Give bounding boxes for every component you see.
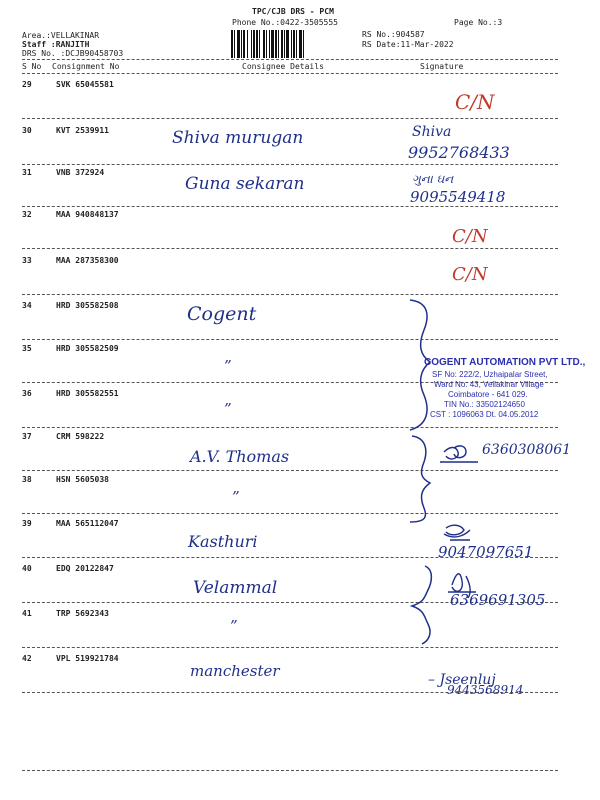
row-serial-number: 31 bbox=[22, 168, 32, 177]
row-consignment-number: VNB 372924 bbox=[56, 168, 105, 177]
row-consignment-number: HRD 305582509 bbox=[56, 344, 119, 353]
page-title: TPC/CJB DRS - PCM bbox=[252, 7, 334, 16]
row-serial-number: 30 bbox=[22, 126, 32, 135]
row-consignment-number: HRD 305582551 bbox=[56, 389, 119, 398]
signature-scribble bbox=[448, 574, 476, 598]
row-serial-number: 42 bbox=[22, 654, 32, 663]
stamp-tin: TIN No.: 33502124650 bbox=[444, 400, 525, 409]
row-consignment-number: CRM 598222 bbox=[56, 432, 105, 441]
rs-date: RS Date:11-Mar-2022 bbox=[362, 40, 454, 49]
phone-handwritten: 6360308061 bbox=[482, 442, 572, 458]
row-consignment-number: VPL 519921784 bbox=[56, 654, 119, 663]
consignee-name: manchester bbox=[190, 662, 280, 680]
signature-cn: C/N bbox=[452, 264, 488, 285]
stamp-address-line: SF No: 222/2, Uzhaipalar Street, bbox=[432, 370, 548, 379]
consignee-name: Cogent bbox=[187, 303, 257, 325]
row-consignment-number: HSN 5605038 bbox=[56, 475, 109, 484]
column-sno: S No bbox=[22, 62, 42, 71]
phone-handwritten: 9443568914 bbox=[447, 683, 524, 697]
signature-cn: C/N bbox=[452, 226, 488, 247]
stamp-company-name: COGENT AUTOMATION PVT LTD., bbox=[424, 357, 586, 368]
consignee-name: Velammal bbox=[193, 578, 278, 598]
row-serial-number: 36 bbox=[22, 389, 32, 398]
row-consignment-number: MAA 940848137 bbox=[56, 210, 119, 219]
ditto-mark: ” bbox=[224, 400, 232, 418]
column-consignment: Consignment No bbox=[52, 62, 120, 71]
brace-mark bbox=[412, 566, 431, 644]
footer-divider bbox=[22, 770, 558, 771]
row-consignment-number: EDQ 20122847 bbox=[56, 564, 114, 573]
row-serial-number: 39 bbox=[22, 519, 32, 528]
rs-number: RS No.:904587 bbox=[362, 30, 425, 39]
row-consignment-number: MAA 287358300 bbox=[56, 256, 119, 265]
ditto-mark: ” bbox=[232, 488, 240, 506]
signature-text: Shiva bbox=[412, 124, 452, 140]
consignee-name: Shiva murugan bbox=[172, 128, 304, 148]
phone-handwritten: 9047097651 bbox=[438, 543, 534, 561]
row-consignment-number: KVT 2539911 bbox=[56, 126, 109, 135]
signature-scribble bbox=[444, 525, 470, 540]
phone-handwritten: 9952768433 bbox=[408, 143, 510, 162]
row-consignment-number: SVK 65045581 bbox=[56, 80, 114, 89]
drs-number: DRS No. :DCJB90458703 bbox=[22, 49, 124, 58]
row-serial-number: 35 bbox=[22, 344, 32, 353]
column-consignee-details: Consignee Details bbox=[242, 62, 324, 71]
ditto-mark: ” bbox=[224, 357, 232, 375]
company-stamp bbox=[418, 357, 594, 423]
phone-handwritten: 6369691305 bbox=[450, 591, 546, 609]
row-serial-number: 41 bbox=[22, 609, 32, 618]
consignee-name: Kasthuri bbox=[188, 532, 258, 551]
signature-scribble: – Jseenluj bbox=[428, 672, 496, 688]
stamp-cst: CST : 1096063 Dt. 04.05.2012 bbox=[430, 410, 539, 419]
ditto-mark: ” bbox=[230, 617, 238, 635]
stamp-address-line: Ward No. 43, Vellakinar Village bbox=[434, 380, 544, 389]
phone-number: Phone No.:0422-3505555 bbox=[232, 18, 338, 27]
signature-scribble bbox=[440, 446, 478, 462]
consignee-name: A.V. Thomas bbox=[190, 447, 290, 466]
stamp-address-line: Coimbatore - 641 029. bbox=[448, 390, 528, 399]
column-signature: Signature bbox=[420, 62, 464, 71]
row-serial-number: 37 bbox=[22, 432, 32, 441]
signature-cn: C/N bbox=[455, 90, 495, 114]
area-label: Area.:VELLAKINAR bbox=[22, 31, 100, 40]
row-serial-number: 29 bbox=[22, 80, 32, 89]
row-consignment-number: MAA 565112047 bbox=[56, 519, 119, 528]
consignee-name: Guna sekaran bbox=[185, 174, 305, 194]
row-consignment-number: TRP 5692343 bbox=[56, 609, 109, 618]
brace-mark bbox=[410, 436, 430, 522]
row-consignment-number: HRD 305582508 bbox=[56, 301, 119, 310]
page-number: Page No.:3 bbox=[454, 18, 503, 27]
phone-handwritten: 9095549418 bbox=[410, 188, 506, 206]
row-serial-number: 40 bbox=[22, 564, 32, 573]
row-serial-number: 38 bbox=[22, 475, 32, 484]
row-serial-number: 34 bbox=[22, 301, 32, 310]
staff-label: Staff :RANJITH bbox=[22, 40, 90, 49]
signature-scribble: ગુના ઘન bbox=[412, 172, 454, 186]
row-serial-number: 33 bbox=[22, 256, 32, 265]
row-serial-number: 32 bbox=[22, 210, 32, 219]
